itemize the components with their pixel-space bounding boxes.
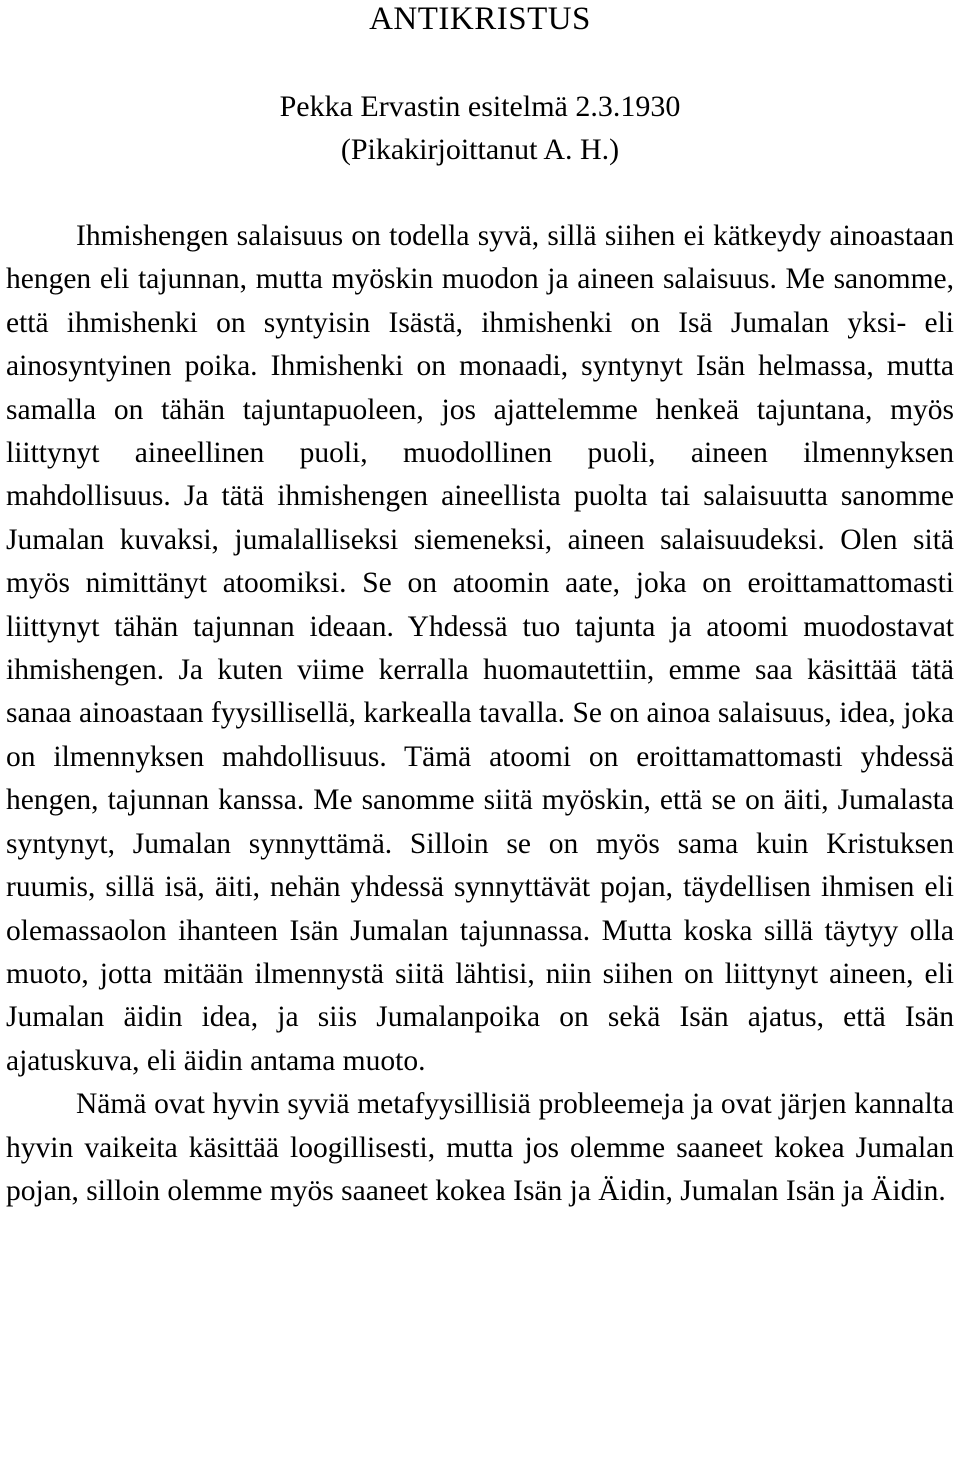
document-body xyxy=(6,215,954,1213)
document-subtitle xyxy=(6,85,954,171)
paragraph-2: Nämä ovat hyvin syviä metafyysillisiä probleemeja ja ovat järjen kannalta hyvin vaikeita käsittää loogillisesti, mutta jos olemme saaneet kokea Jumalan pojan, silloin olemme myös saaneet kokea Isän ja Äidin, Jumalan Isän ja Äidin. xyxy=(6,1088,954,1207)
document-title: ANTIKRISTUS xyxy=(369,1,591,37)
paragraph-1: Ihmishengen salaisuus on todella syvä, sillä siihen ei kätkeydy ainoastaan hengen eli tajunnan, mutta myöskin muodon ja aineen salaisuus. Me sanomme, että ihmishenki on syntyisin Isästä, ihmishenki on Isä Jumalan yksi- eli ainosyntyinen poika. Ihmishenki on monaadi, syntynyt Isän helmassa, mutta samalla on tähän tajuntapuoleen, jos ajattelemme henkeä tajuntana, myös liittynyt aineellinen puoli, muodollinen puoli, aineen ilmennyksen mahdollisuus. Ja tätä ihmishengen aineellista puolta tai salaisuutta sanomme Jumalan kuvaksi, jumalalliseksi siemeneksi, aineen salaisuudeksi. Olen sitä myös nimittänyt atoomiksi. Se on atoomin aate, joka on eroittamattomasti liittynyt tähän tajunnan ideaan. Yhdessä tuo tajunta ja atoomi muodostavat ihmishengen. Ja kuten viime kerralla huomautettiin, emme saa käsittää tätä sanaa ainoastaan fyysillisellä, karkealla tavalla. Se on ainoa salaisuus, idea, joka on ilmennyksen mahdollisuus. Tämä atoomi on eroittamattomasti yhdessä hengen, tajunnan kanssa. Me sanomme siitä myöskin, että se on äiti, Jumalasta syntynyt, Jumalan synnyttämä. Silloin se on myös sama kuin Kristuksen ruumis, sillä isä, äiti, nehän yhdessä synnyttävät pojan, täydellisen ihmisen eli olemassaolon ihanteen Isän Jumalan tajunnassa. Mutta koska sillä täytyy olla muoto, jotta mitään ilmennystä siitä lähtisi, niin siihen on liittynyt aineen, eli Jumalan äidin idea, ja siis Jumalanpoika on sekä Isän ajatus, että Isän ajatuskuva, eli äidin antama muoto. xyxy=(6,220,954,1077)
subtitle-author-date: Pekka Ervastin esitelmä 2.3.1930 xyxy=(279,90,681,123)
subtitle-transcriber: (Pikakirjoittanut A. H.) xyxy=(340,133,620,166)
